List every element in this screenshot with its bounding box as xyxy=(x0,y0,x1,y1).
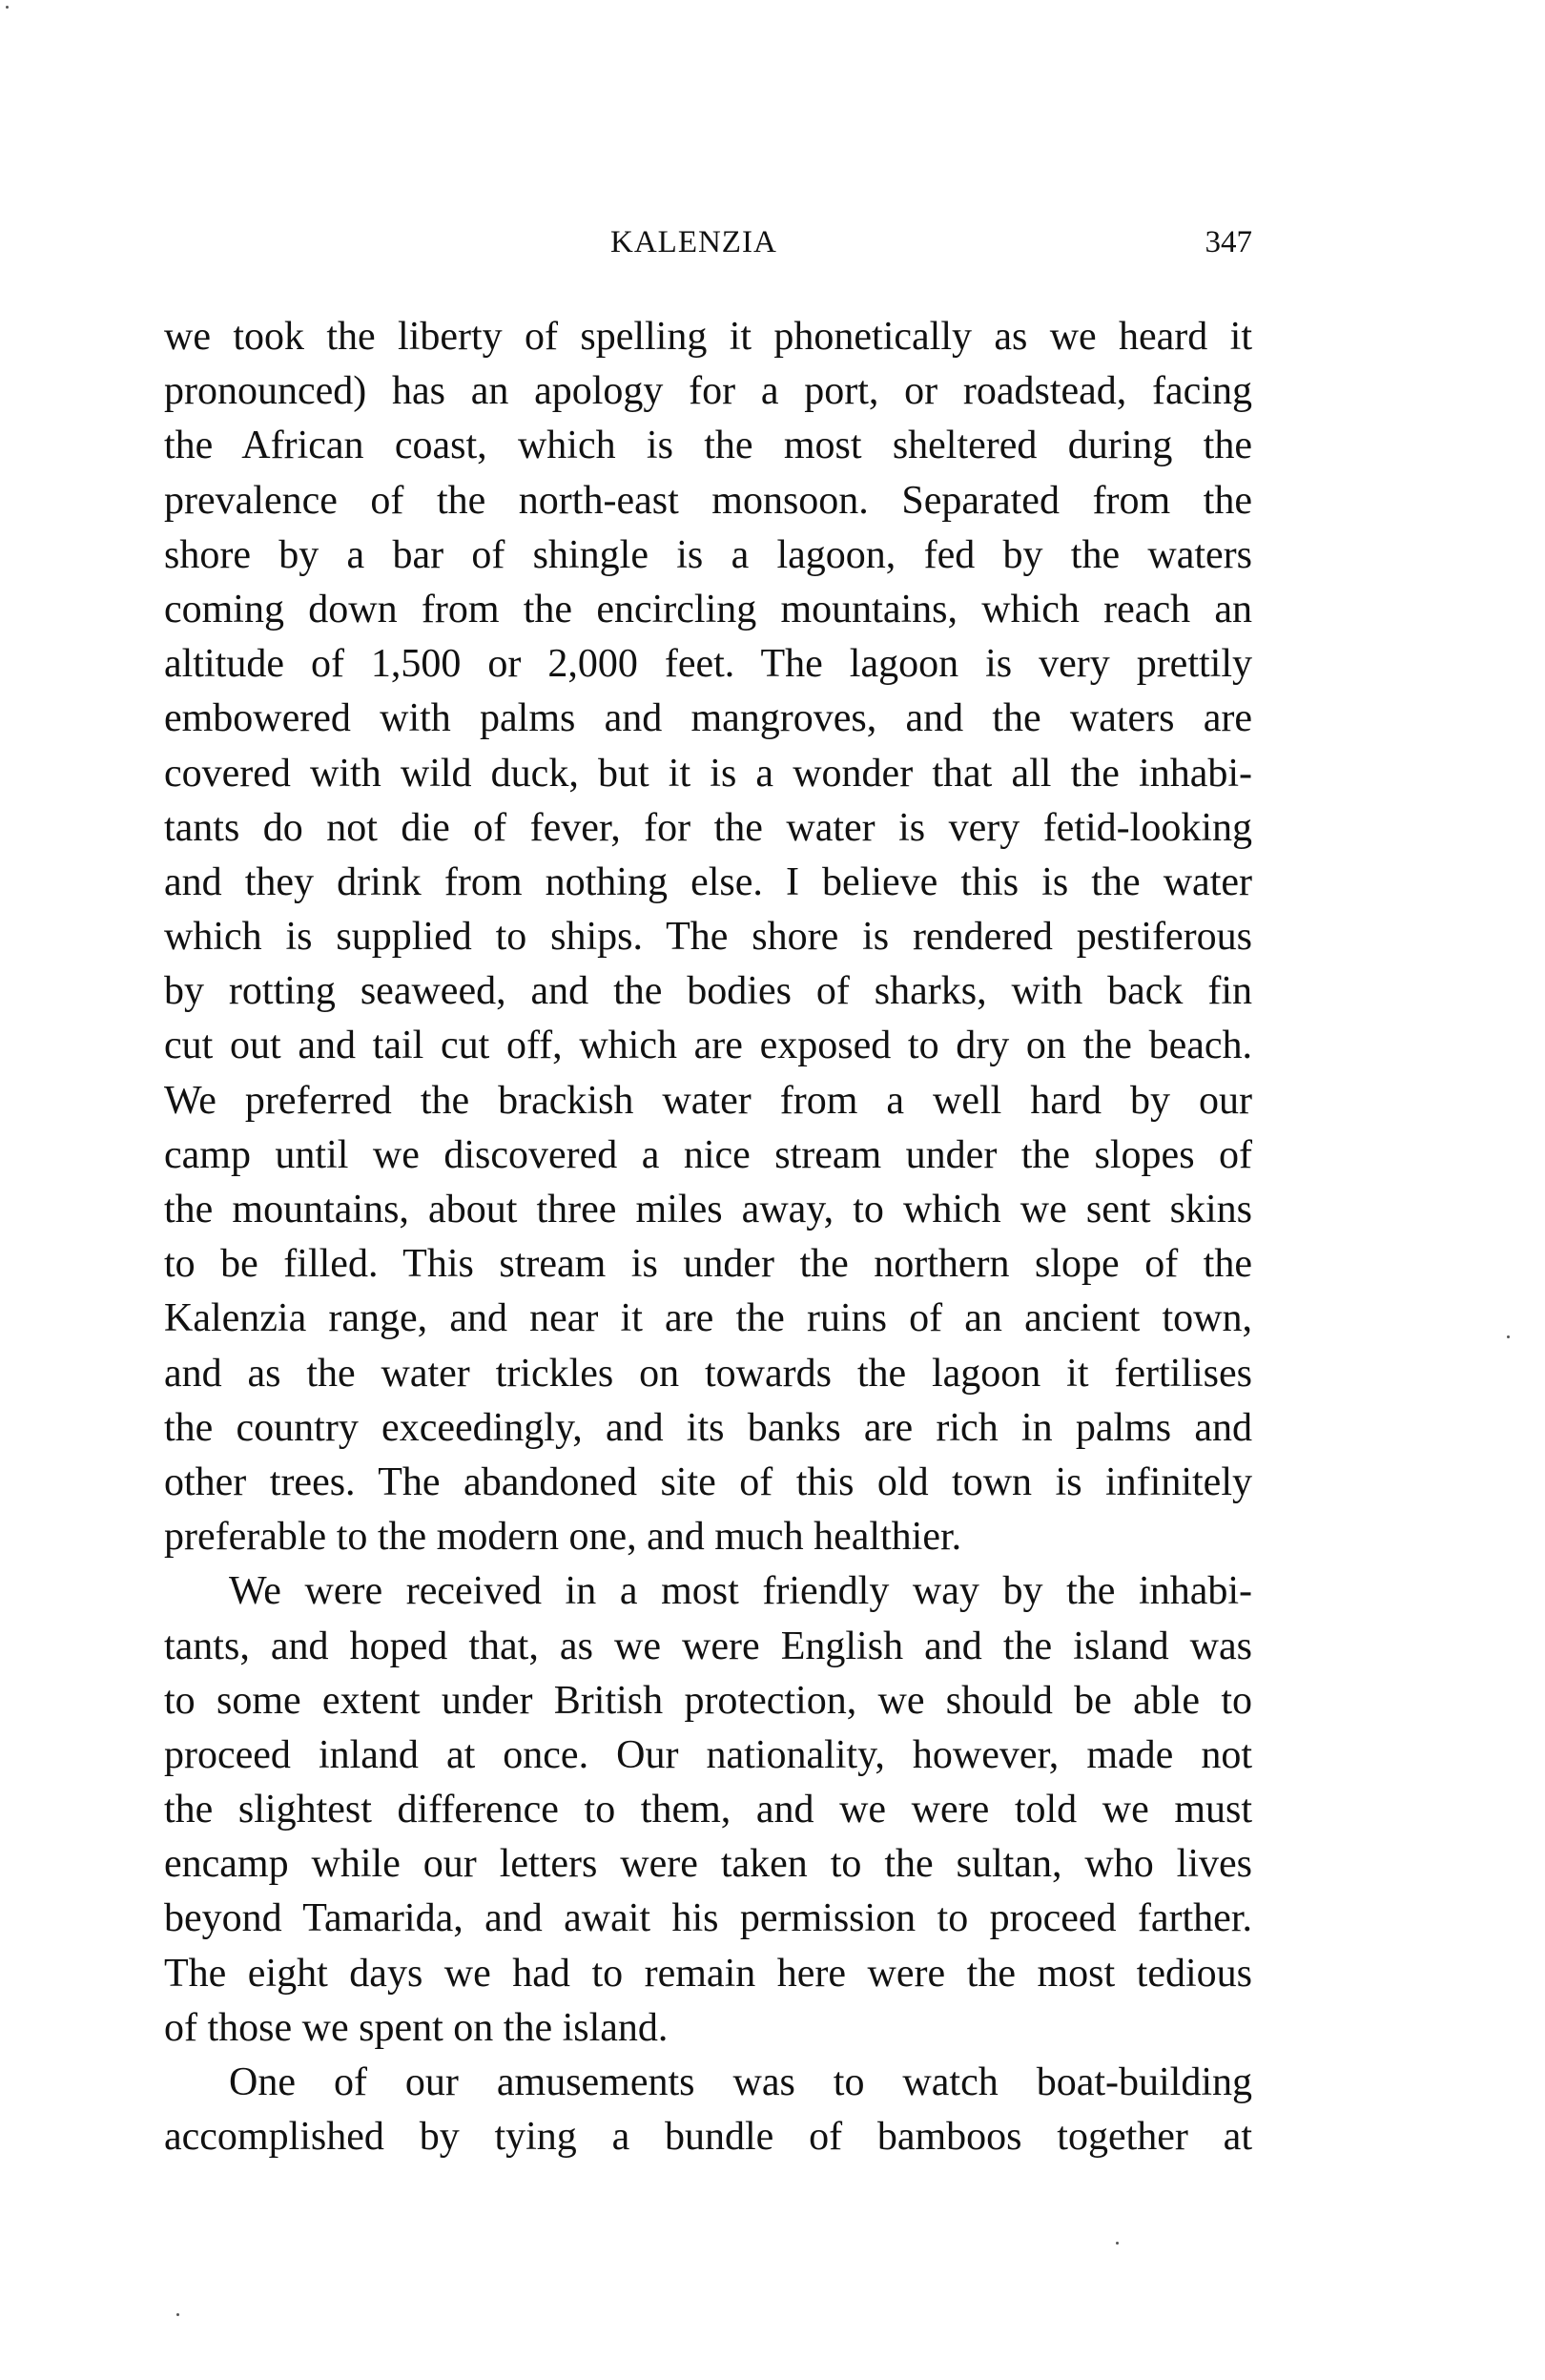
scan-speck xyxy=(1116,2242,1119,2245)
text-line: which is supplied to ships. The shore is rendered pestiferous xyxy=(164,915,1252,960)
text-line: covered with wild duck, but it is a wonder that all the inhabi- xyxy=(164,751,1252,796)
scan-speck xyxy=(1507,1335,1510,1338)
text-line: other trees. The abandoned site of this old town is infinitely xyxy=(164,1459,1252,1504)
text-line: the slightest difference to them, and we were told we must xyxy=(164,1788,1252,1832)
text-line: preferable to the modern one, and much healthier. xyxy=(164,1515,962,1560)
text-line: encamp while our letters were taken to the sultan, who lives xyxy=(164,1842,1252,1887)
text-line: pronounced) has an apology for a port, or roadstead, facing xyxy=(164,369,1252,414)
text-line: coming down from the encircling mountains, which reach an xyxy=(164,587,1252,631)
text-line: accomplished by tying a bundle of bamboos together at xyxy=(164,2115,1252,2160)
text-line: proceed inland at once. Our nationality, however, made not xyxy=(164,1732,1252,1777)
text-line: embowered with palms and mangroves, and the waters are xyxy=(164,696,1252,741)
text-line: We preferred the brackish water from a well hard by our xyxy=(164,1078,1252,1123)
text-line: prevalence of the north-east monsoon. Separated from the xyxy=(164,478,1252,523)
text-line: shore by a bar of shingle is a lagoon, fed by the waters xyxy=(164,532,1252,577)
text-line: the country exceedingly, and its banks are rich in palms and xyxy=(164,1405,1252,1450)
text-line: of those we spent on the island. xyxy=(164,2005,669,2050)
text-line: beyond Tamarida, and await his permission to proceed farther. xyxy=(164,1896,1252,1941)
body-text xyxy=(164,310,1252,2164)
text-line: and they drink from nothing else. I believe this is the water xyxy=(164,859,1252,904)
page-number: 347 xyxy=(1205,225,1252,259)
text-line: We were received in a most friendly way by the inhabi- xyxy=(229,1569,1252,1614)
running-head-title: KALENZIA xyxy=(610,225,777,259)
text-line: we took the liberty of spelling it phonetically as we heard it xyxy=(164,315,1252,359)
text-line: Kalenzia range, and near it are the ruins of an ancient town, xyxy=(164,1296,1252,1341)
text-line: by rotting seaweed, and the bodies of sharks, with back fin xyxy=(164,969,1252,1014)
scan-speck xyxy=(176,2313,179,2316)
text-line: One of our amusements was to watch boat-building xyxy=(229,2060,1252,2104)
text-line: The eight days we had to remain here were the most tedious xyxy=(164,1951,1252,1996)
text-line: the mountains, about three miles away, to which we sent skins xyxy=(164,1188,1252,1231)
text-line: and as the water trickles on towards the lagoon it fertilises xyxy=(164,1351,1252,1396)
running-head xyxy=(0,225,1545,263)
text-line: altitude of 1,500 or 2,000 feet. The lagoon is very prettily xyxy=(164,642,1252,687)
text-line: tants, and hoped that, as we were English and the island was xyxy=(164,1624,1252,1668)
text-line: camp until we discovered a nice stream under the slopes of xyxy=(164,1132,1252,1177)
text-line: to be filled. This stream is under the northern slope of the xyxy=(164,1242,1252,1287)
text-line: cut out and tail cut off, which are exposed to dry on the beach. xyxy=(164,1024,1252,1068)
text-line: tants do not die of fever, for the water is very fetid-looking xyxy=(164,805,1252,850)
text-line: the African coast, which is the most sheltered during the xyxy=(164,424,1252,468)
scan-speck xyxy=(6,6,9,9)
text-line: to some extent under British protection, we should be able to xyxy=(164,1678,1252,1723)
